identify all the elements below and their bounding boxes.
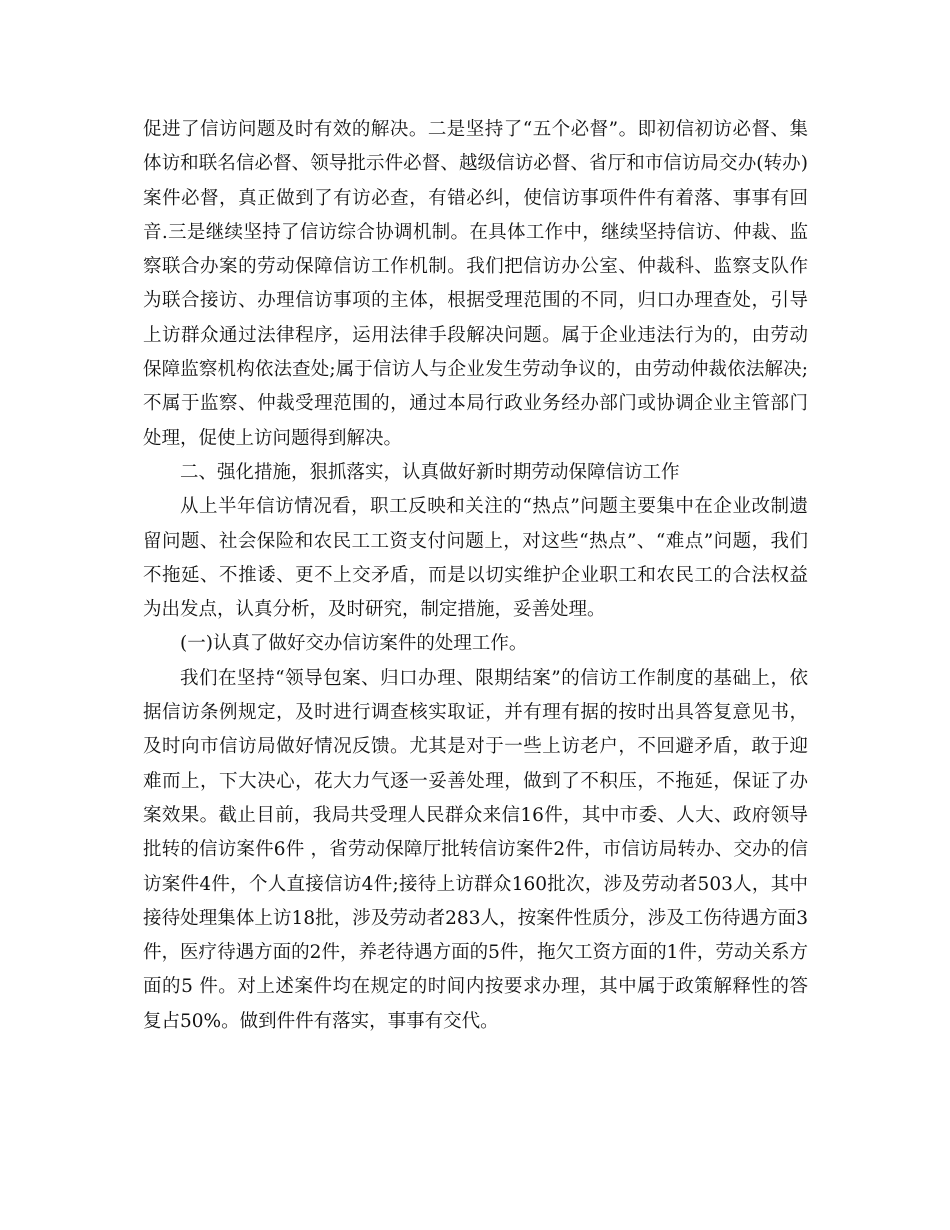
paragraph-continuation: 促进了信访问题及时有效的解决。二是坚持了“五个必督”。即初信初访必督、集体访和联名信必督、领导批示件必督、越级信访必督、省厅和市信访局交办(转办)案件必督，真正做到了有访必查，有错必纠，使信访事项件件有着落、事事有回音.三是继续坚持了信访综合协调机制。在具体工作中，继续坚持信访、仲裁、监察联合办案的劳动保障信访工作机制。我们把信访办公室、仲裁科、监察支队作为联合接访、办理信访事项的主体，根据受理范围的不同，归口办理查处，引导上访群众通过法律程序，运用法律手段解决问题。属于企业违法行为的，由劳动保障监察机构依法查处;属于信访人与企业发生劳动争议的，由劳动仲裁依法解决;不属于监察、仲裁受理范围的，通过本局行政业务经办部门或协调企业主管部门处理，促使上访问题得到解决。	[143, 119, 808, 449]
paragraph-hotspot-issues: 从上半年信访情况看，职工反映和关注的“热点”问题主要集中在企业改制遗留问题、社会保险和农民工工资支付问题上，对这些“热点”、“难点”问题，我们不拖延、不推诿、更不上交矛盾，而是以切实维护企业职工和农民工的合法权益为出发点，认真分析，及时研究，制定措施，妥善处理。	[143, 496, 808, 621]
document-body	[143, 113, 808, 1039]
paragraph-case-handling: 我们在坚持“领导包案、归口办理、限期结案”的信访工作制度的基础上，依据信访条例规定，及时进行调查核实取证，并有理有据的按时出具答复意见书，及时向市信访局做好情况反馈。尤其是对于一些上访老户，不回避矛盾，敢于迎难而上，下大决心，花大力气逐一妥善处理，做到了不积压，不拖延，保证了办案效果。截止目前，我局共受理人民群众来信16件，其中市委、人大、政府领导批转的信访案件6件 ，省劳动保障厅批转信访案件2件，市信访局转办、交办的信访案件4件，个人直接信访4件;接待上访群众160批次，涉及劳动者503人，其中接待处理集体上访18批，涉及劳动者283人，按案件性质分，涉及工伤待遇方面3件，医疗待遇方面的2件，养老待遇方面的5件，拖欠工资方面的1件，劳动关系方面的5 件。对上述案件均在规定的时间内按要求办理，其中属于政策解释性的答复占50%。做到件件有落实，事事有交代。	[143, 667, 808, 1032]
section-heading: 二、强化措施，狠抓落实，认真做好新时期劳动保障信访工作	[180, 461, 680, 483]
subsection-heading: (一)认真了做好交办信访案件的处理工作。	[180, 633, 528, 655]
